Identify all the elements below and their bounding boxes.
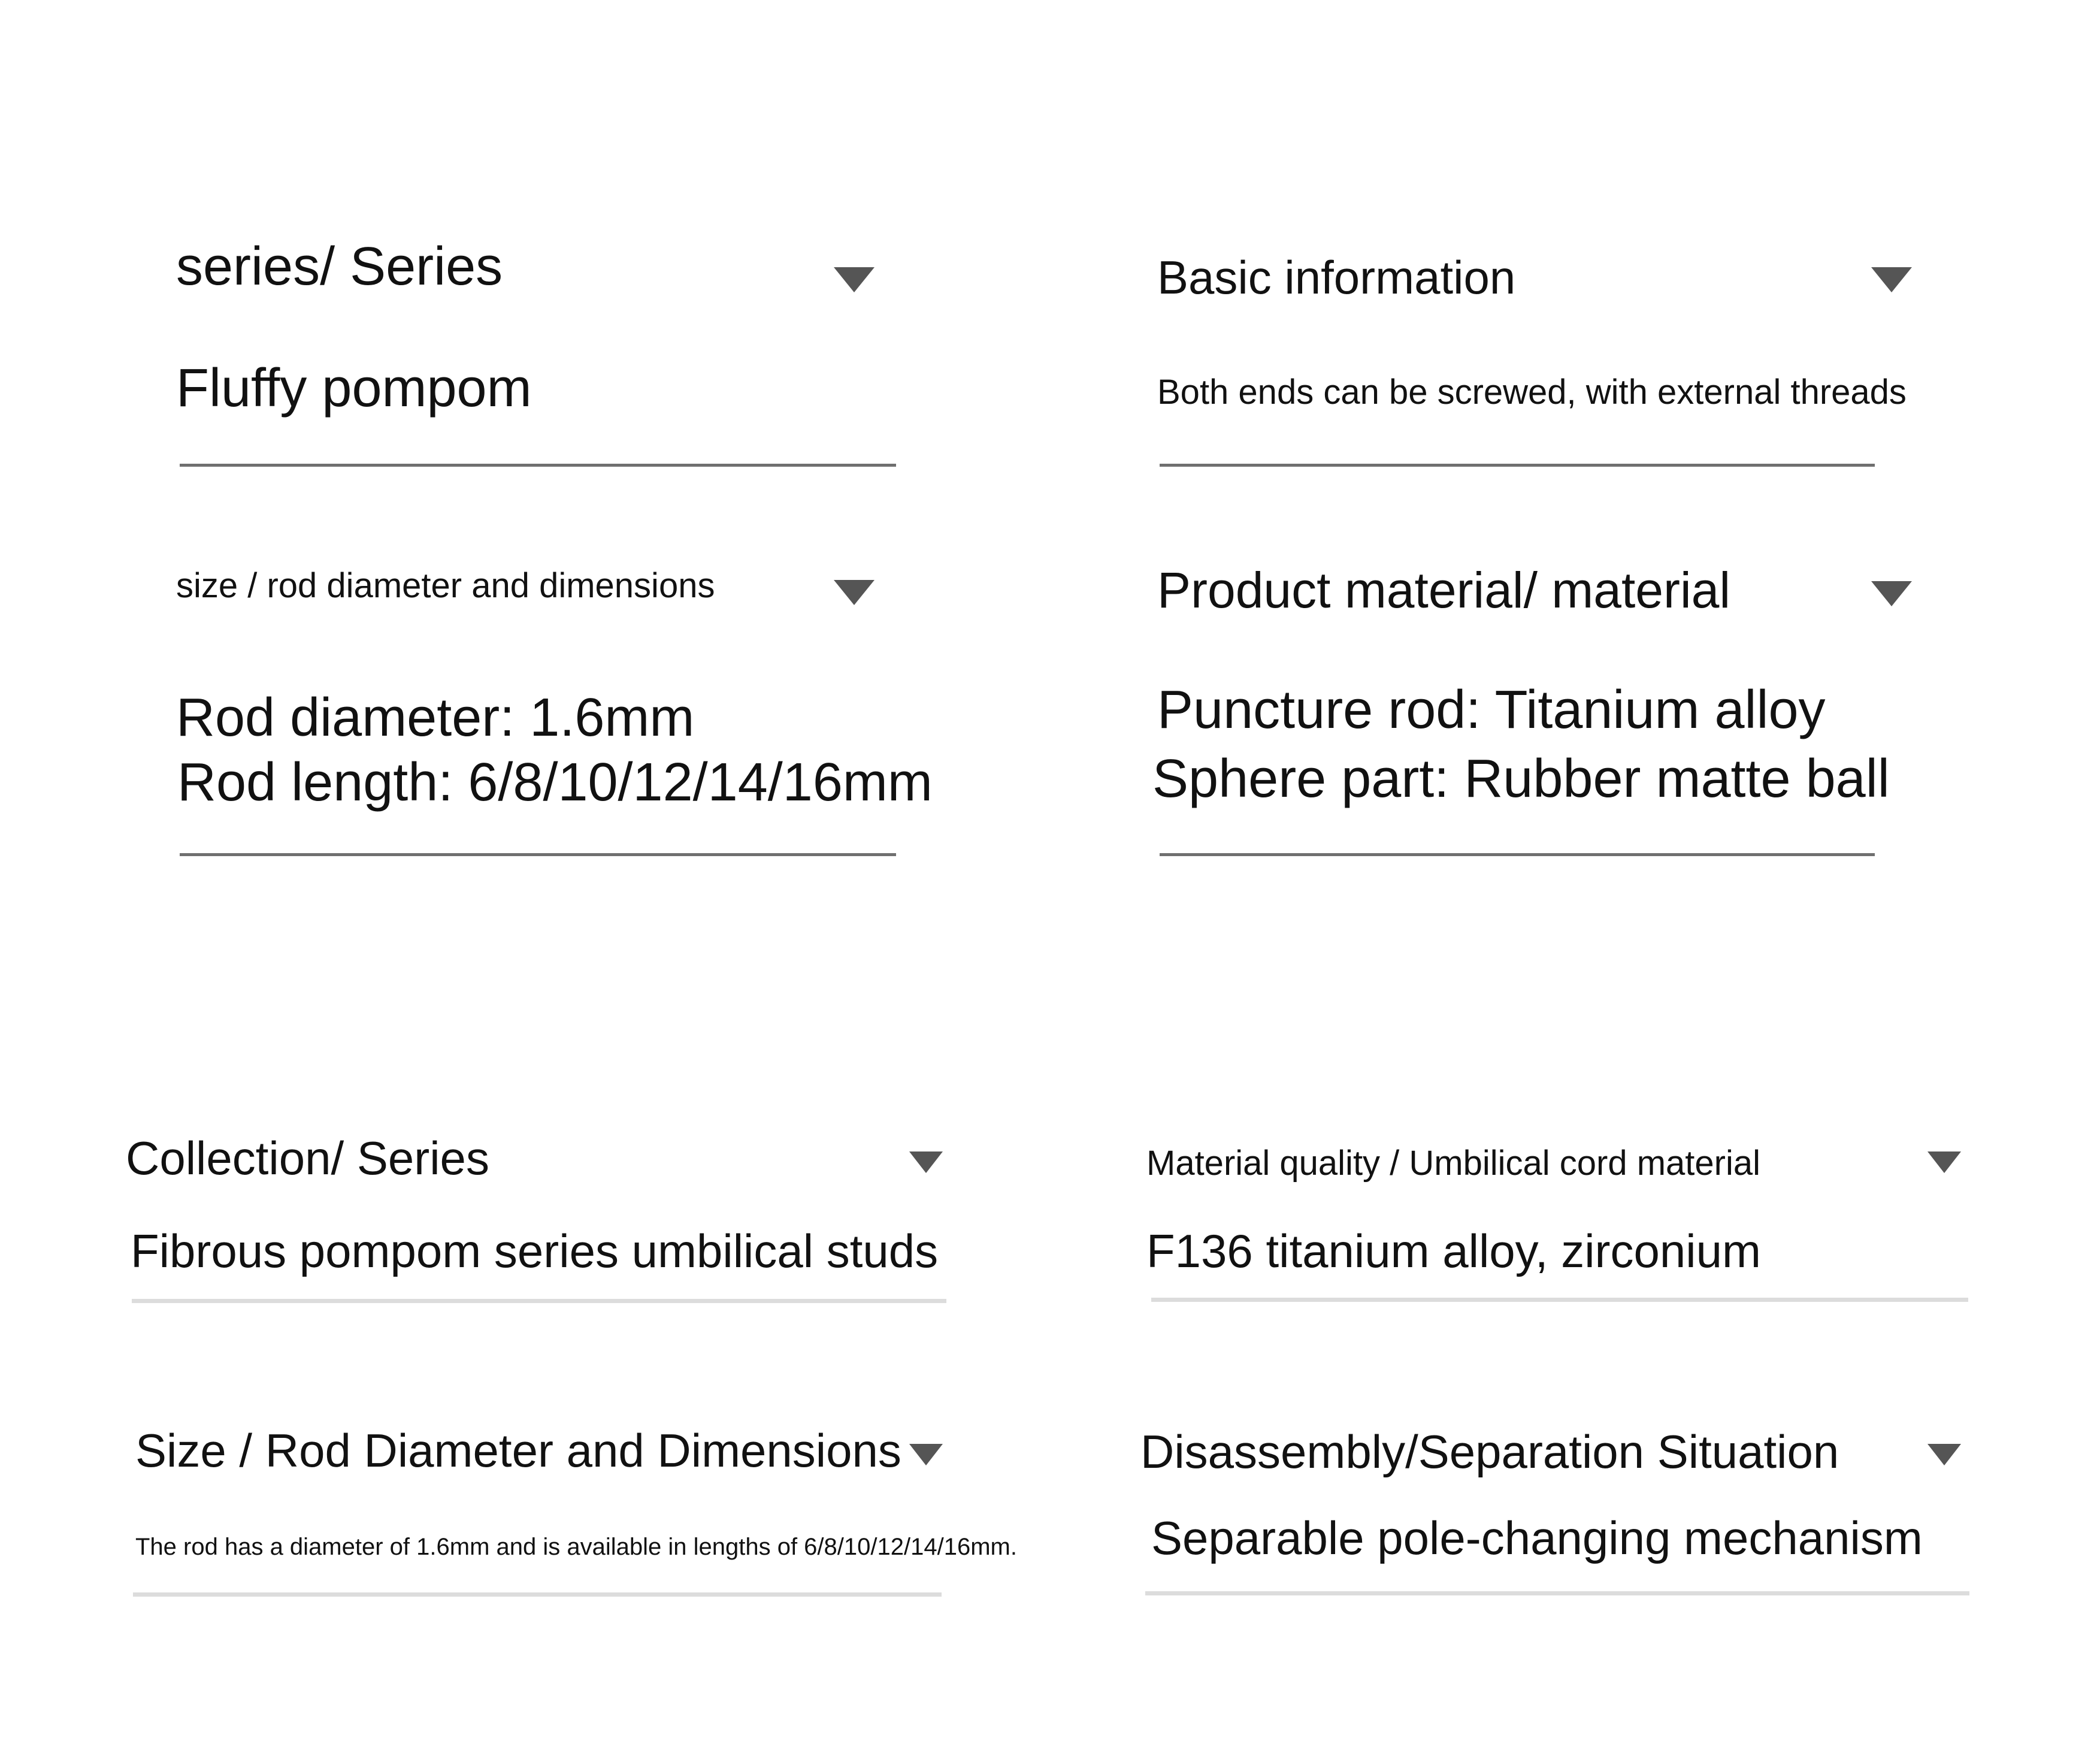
divider bbox=[180, 464, 896, 467]
caret-down-icon[interactable] bbox=[834, 580, 875, 605]
field-value: The rod has a diameter of 1.6mm and is available in lengths of 6/8/10/12/14/16mm. bbox=[135, 1534, 1017, 1560]
field-label: Size / Rod Diameter and Dimensions bbox=[135, 1424, 901, 1477]
caret-down-icon[interactable] bbox=[1871, 267, 1912, 292]
caret-down-icon[interactable] bbox=[909, 1151, 943, 1173]
field-value: Both ends can be screwed, with external threads bbox=[1157, 373, 1907, 412]
divider bbox=[180, 853, 896, 856]
field-label: Disassembly/Separation Situation bbox=[1140, 1425, 1839, 1478]
caret-down-icon[interactable] bbox=[909, 1444, 943, 1465]
field-value: Fluffy pompom bbox=[176, 358, 532, 418]
field-label: Material quality / Umbilical cord material bbox=[1146, 1144, 1760, 1183]
field-value-line-1: Puncture rod: Titanium alloy bbox=[1157, 680, 1826, 740]
field-label: series/ Series bbox=[176, 237, 503, 297]
divider bbox=[1145, 1591, 1969, 1595]
field-value: F136 titanium alloy, zirconium bbox=[1146, 1225, 1761, 1277]
divider bbox=[133, 1592, 942, 1597]
caret-down-icon[interactable] bbox=[1871, 581, 1912, 606]
field-label: Collection/ Series bbox=[126, 1132, 489, 1184]
divider bbox=[1160, 464, 1875, 467]
divider bbox=[1151, 1298, 1968, 1302]
field-value: Fibrous pompom series umbilical studs bbox=[131, 1225, 939, 1277]
field-value-line-1: Rod diameter: 1.6mm bbox=[176, 688, 695, 748]
field-label: Basic information bbox=[1157, 251, 1516, 304]
caret-down-icon[interactable] bbox=[834, 267, 875, 292]
caret-down-icon[interactable] bbox=[1927, 1151, 1961, 1173]
field-label: Product material/ material bbox=[1157, 562, 1731, 618]
field-label: size / rod diameter and dimensions bbox=[176, 566, 715, 605]
caret-down-icon[interactable] bbox=[1927, 1444, 1961, 1465]
field-value-line-2: Rod length: 6/8/10/12/14/16mm bbox=[177, 752, 933, 812]
field-value-line-2: Sphere part: Rubber matte ball bbox=[1152, 749, 1890, 809]
divider bbox=[1160, 853, 1875, 856]
divider bbox=[132, 1299, 946, 1303]
field-value: Separable pole-changing mechanism bbox=[1151, 1512, 1923, 1564]
